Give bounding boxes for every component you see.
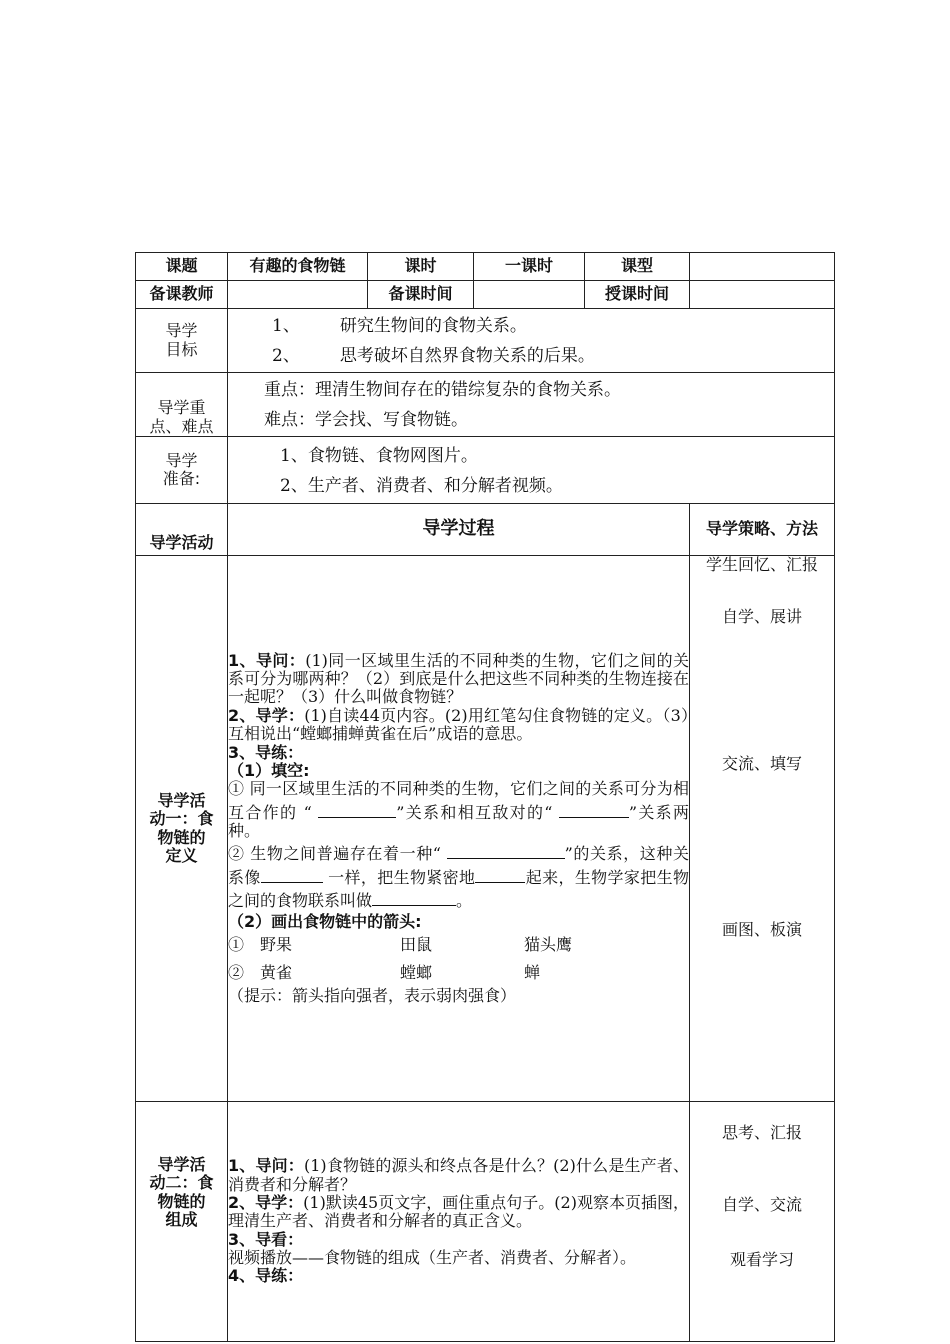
header-row-1 — [136, 253, 835, 281]
activity-column-header: 导学活动 — [136, 504, 228, 556]
strategy-item: 观看学习 — [729, 1250, 794, 1269]
fill-blank-item-1: ① 同一区域里生活的不同种类的生物，它们之间的关系可分为相互合作的 “ ”关系和相互敌对的“ ”关系两种。 — [228, 779, 689, 841]
hint-text: （提示：箭头指向强者，表示弱肉强食） — [228, 986, 517, 1006]
activity-2-title: 导学活 动二：食 物链的 组成 — [136, 1102, 228, 1342]
strategy-item: 自学、交流 — [721, 1195, 802, 1214]
preparation-label: 导学 准备: — [136, 437, 228, 504]
chain-row-2: ② 黄雀 螳螂 蝉 — [228, 963, 541, 983]
activity-1-content — [228, 556, 690, 1102]
strategy-item: 交流、填写 — [721, 754, 802, 773]
key-points-content — [228, 373, 835, 437]
value-prep-time — [474, 281, 585, 309]
activity-1-strategies — [690, 556, 835, 1102]
guide-practice-heading: 3、导练： — [228, 742, 304, 762]
key-points-row — [136, 373, 835, 437]
activity-2-strategies — [690, 1102, 835, 1342]
activity-1-title: 导学活 动一：食 物链的 定义 — [136, 556, 228, 1102]
objectives-label: 导学 目标 — [136, 309, 228, 373]
preparation-content — [228, 437, 835, 504]
preparation-item: 1、食物链、食物网图片。 — [280, 446, 478, 466]
value-periods: 一课时 — [474, 253, 585, 281]
objective-item: 1、 研究生物间的食物关系。 — [272, 316, 527, 336]
header-row-2 — [136, 281, 835, 309]
guide-practice-heading: 4、导练： — [228, 1266, 304, 1286]
objectives-content — [228, 309, 835, 373]
label-topic: 课题 — [136, 253, 228, 281]
guide-question: 1、导问：(1)食物链的源头和终点各是什么？(2)什么是生产者、消费者和分解者？ — [228, 1156, 689, 1194]
value-class-time — [690, 281, 835, 309]
value-type — [690, 253, 835, 281]
process-header-row — [136, 504, 835, 556]
strategy-item: 学生回忆、汇报 — [705, 555, 818, 574]
fill-blank-heading: （1）填空: — [228, 760, 310, 780]
label-teacher: 备课教师 — [136, 281, 228, 309]
strategy-item: 画图、板演 — [721, 920, 802, 939]
label-class-time: 授课时间 — [585, 281, 690, 309]
value-topic: 有趣的食物链 — [228, 253, 368, 281]
process-column-header: 导学过程 — [228, 504, 690, 556]
guide-watch-heading: 3、导看： — [228, 1229, 304, 1249]
difficulty-point: 难点：学会找、写食物链。 — [264, 410, 468, 430]
preparation-row — [136, 437, 835, 504]
chain-row-1: ① 野果 田鼠 猫头鹰 — [228, 935, 573, 955]
activity-1-row — [136, 556, 835, 1102]
objectives-row — [136, 309, 835, 373]
value-teacher — [228, 281, 368, 309]
label-periods: 课时 — [368, 253, 474, 281]
objective-item: 2、 思考破坏自然界食物关系的后果。 — [272, 346, 595, 366]
guide-study: 2、导学：(1)默读45页文字，画住重点句子。(2)观察本页插图，理清生产者、消费者和分解者的真正含义。 — [228, 1192, 689, 1231]
lesson-plan-table — [135, 252, 835, 1342]
guide-study: 2、导学：(1)自读44页内容。(2)用红笔勾住食物链的定义。（3）互相说出“螳螂捕蝉黄雀在后”成语的意思。 — [228, 705, 689, 744]
key-point: 重点：理清生物间存在的错综复杂的食物关系。 — [264, 380, 621, 400]
guide-question: 1、导问：(1)同一区域里生活的不同种类的生物，它们之间的关系可分为哪两种？（2）到底是什么把这些不同种类的生物连接在一起呢？（3）什么叫做食物链？ — [228, 650, 689, 707]
activity-2-content — [228, 1102, 690, 1342]
strategy-item: 思考、汇报 — [721, 1123, 802, 1142]
activity-2-row — [136, 1102, 835, 1342]
strategy-column-header: 导学策略、方法 — [690, 504, 835, 556]
fill-blank-item-2: ② 生物之间普遍存在着一种“ ”的关系，这种关系像 一样，把生物紧密地 起来，生物学家把生物之间的食物联系叫做 。 — [228, 840, 689, 910]
key-points-label: 导学重 点、难点 — [136, 373, 228, 437]
preparation-item: 2、生产者、消费者、和分解者视频。 — [280, 476, 563, 496]
label-type: 课型 — [585, 253, 690, 281]
strategy-item: 自学、展讲 — [721, 607, 802, 626]
label-prep-time: 备课时间 — [368, 281, 474, 309]
draw-arrows-heading: （2）画出食物链中的箭头: — [228, 911, 422, 931]
video-text: 视频播放——食物链的组成（生产者、消费者、分解者）。 — [228, 1248, 637, 1268]
